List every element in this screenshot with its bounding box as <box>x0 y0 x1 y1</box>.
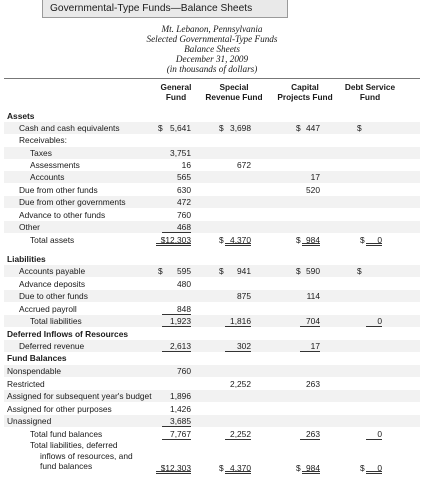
table-row-due-from-funds: Due from other funds 630 520 <box>19 185 320 195</box>
top-rule <box>4 78 420 79</box>
table-row-other: Other 468 <box>4 221 420 233</box>
header-subtitle: Selected Governmental-Type Funds <box>146 34 278 44</box>
table-row-deferred-revenue: Deferred revenue 2,613 302 17 <box>4 340 420 352</box>
table-row-accounts-payable: Accounts payable $ 595 $ 941 $ 590 $ <box>4 265 420 277</box>
tab-title: Governmental-Type Funds—Balance Sheets <box>42 0 288 18</box>
table-row-grand-total: Total liabilities, deferred inflows of resources, and fund balances $12,303 $ 4,370 $ 984 $ 0 <box>30 440 382 473</box>
section-assets: Assets <box>7 111 35 121</box>
table-row-nonspendable: Nonspendable 760 <box>4 365 420 377</box>
col-header-capital: Capital Projects Fund <box>277 82 333 102</box>
table-row-assessments: Assessments 16 672 <box>30 160 251 170</box>
table-row-restricted: Restricted 2,252 263 <box>7 379 320 389</box>
col-header-debt: Debt Service Fund <box>344 82 396 102</box>
table-row-due-to-funds: Due to other funds 875 114 <box>4 290 420 302</box>
section-liabilities: Liabilities <box>7 254 46 264</box>
table-row-unassigned: Unassigned 3,685 <box>4 415 420 427</box>
section-fund-balances: Fund Balances <box>7 353 67 363</box>
table-row-receivables: Receivables: <box>19 135 67 145</box>
table-row-assigned-other: Assigned for other purposes 1,426 <box>7 404 191 414</box>
table-row-accounts: Accounts 565 17 <box>4 171 420 183</box>
header-units: (in thousands of dollars) <box>166 64 258 74</box>
table-row-total-assets: Total assets $12,303 $ 4,370 $ 984 $ 0 <box>30 235 382 245</box>
table-row-total-fund-balances: Total fund balances 7,767 2,252 263 0 <box>30 429 382 439</box>
table-row-cash: Cash and cash equivalents $ 5,641 $ 3,698 $ 447 $ <box>4 122 420 134</box>
table-row-advance: Advance to other funds 760 <box>19 210 191 220</box>
table-row-accrued-payroll: Accrued payroll 848 <box>19 304 191 314</box>
table-row-due-from-gov: Due from other governments 472 <box>4 196 420 208</box>
col-header-general: General Fund <box>160 82 192 102</box>
header-entity: Mt. Lebanon, Pennsylvania <box>161 24 263 34</box>
table-row-taxes: Taxes 3,751 <box>4 147 420 159</box>
header-date: December 31, 2009 <box>175 54 249 64</box>
table-row-total-liabilities: Total liabilities 1,923 1,816 704 0 <box>4 315 420 327</box>
header-statement: Balance Sheets <box>184 44 240 54</box>
col-header-special: Special Revenue Fund <box>205 82 263 102</box>
table-row-assigned-budget: Assigned for subsequent year's budget 1,896 <box>4 390 420 402</box>
table-row-advance-deposits: Advance deposits 480 <box>19 279 191 289</box>
section-deferred-inflows: Deferred Inflows of Resources <box>7 329 129 339</box>
